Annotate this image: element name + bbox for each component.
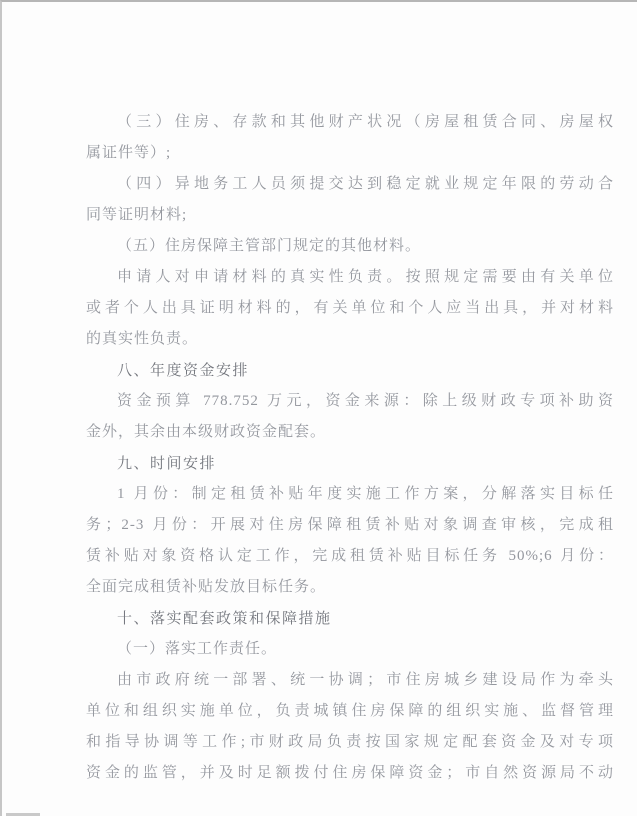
document-line: 和指导协调等工作;市财政局负责按国家规定配套资金及对专项 <box>86 734 614 750</box>
section-heading: 八、年度资金安排 <box>117 362 250 379</box>
document-line: 金外，其余由本级财政资金配套。 <box>86 424 327 440</box>
document-line: 单位和组织实施单位，负责城镇住房保障的组织实施、监督管理 <box>86 703 614 719</box>
section-heading: 九、时间安排 <box>117 455 217 472</box>
document-line: （一）落实工作责任。 <box>117 641 278 657</box>
document-line: 赁补贴对象资格认定工作，完成租赁补贴目标任务 50%;6 月份： <box>86 548 614 564</box>
document-line: 资金预算 778.752 万元，资金来源：除上级财政专项补助资 <box>117 393 614 409</box>
document-line: 或者个人出具证明材料的，有关单位和个人应当出具，并对材料 <box>86 300 614 316</box>
document-line: 务；2-3 月份：开展对住房保障租赁补贴对象调查审核，完成租 <box>86 517 614 533</box>
section-heading: 十、落实配套政策和保障措施 <box>117 610 332 627</box>
document-line: （四）异地务工人员须提交达到稳定就业规定年限的劳动合 <box>117 176 614 192</box>
document-line: 由市政府统一部署、统一协调；市住房城乡建设局作为牵头 <box>117 672 614 688</box>
document-line: （三）住房、存款和其他财产状况（房屋租赁合同、房屋权 <box>117 114 614 130</box>
document-line: 资金的监管，并及时足额拨付住房保障资金；市自然资源局不动 <box>86 765 614 781</box>
document-line: 同等证明材料; <box>86 207 188 223</box>
document-line: 属证件等）; <box>86 145 172 161</box>
document-line: （五）住房保障主管部门规定的其他材料。 <box>117 238 422 254</box>
document-line: 1 月份：制定租赁补贴年度实施工作方案，分解落实目标任 <box>117 486 614 502</box>
document-line: 的真实性负责。 <box>86 331 199 347</box>
document-line: 全面完成租赁补贴发放目标任务。 <box>86 579 327 595</box>
document-line: 申请人对申请材料的真实性负责。按照规定需要由有关单位 <box>117 269 614 285</box>
document-body <box>86 107 614 789</box>
